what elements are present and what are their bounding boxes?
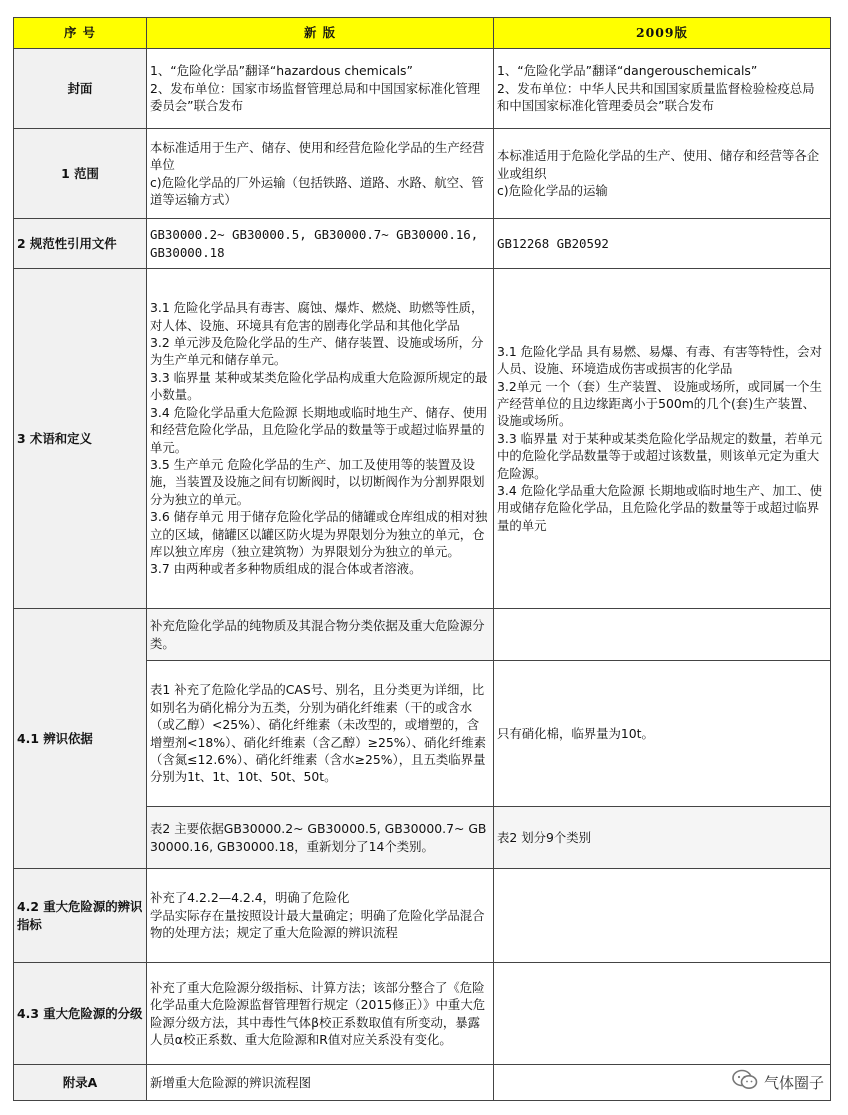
new-version-cell: 新增重大危险源的辨识流程图 bbox=[147, 1065, 494, 1101]
new-version-cell: 3.1 危险化学品具有毒害、腐蚀、爆炸、燃烧、助燃等性质，对人体、设施、环境具有危害的剧毒化学品和其他化学品 3.2 单元涉及危险化学品的生产、储存装置、设施或场所，分为生产单元和储存单元。 3.3 临界量 某种或某类危险化学品构成重大危险源所规定的最小数量。 3.4 危险化学品重大危险源 长期地或临时地生产、储存、使用和经营危险化学品，且危险化学品的数量等于或超过临界量的单元。 3.5 生产单元 危险化学品的生产、加工及使用等的装置及设施，当装置及设施之间有切断阀时，以切断阀作为分割界限划分为独立的单元。 3.6 储存单元 用于储存危险化学品的储罐或仓库组成的相对独立的区域，储罐区以罐区防火堤为界限划分为独立的单元，仓库以独立库房（独立建筑物）为界限划分为独立的单元。 3.7 由两种或者多种物质组成的混合体或者溶液。 bbox=[147, 269, 494, 609]
wechat-account-badge bbox=[728, 1067, 828, 1097]
row-label: 4.3 重大危险源的分级 bbox=[14, 963, 147, 1065]
new-version-cell: 补充了4.2.2—4.2.4，明确了危险化 学品实际存在量按照设计最大量确定；明确了危险化学品混合物的处理方法；规定了重大危险源的辨识流程 bbox=[147, 869, 494, 963]
row-label: 4.1 辨识依据 bbox=[14, 609, 147, 869]
row-identification-basis-1 bbox=[14, 609, 831, 661]
new-version-cell: GB30000.2~ GB30000.5, GB30000.7~ GB30000.16, GB30000.18 bbox=[147, 219, 494, 269]
row-label: 附录A bbox=[14, 1065, 147, 1101]
wechat-icon bbox=[732, 1069, 758, 1095]
header-2009-version: 2009版 bbox=[494, 18, 831, 49]
old-version-cell bbox=[494, 963, 831, 1065]
header-new-version: 新 版 bbox=[147, 18, 494, 49]
row-terms-definitions bbox=[14, 269, 831, 609]
wechat-account-name: 气体圈子 bbox=[763, 1073, 824, 1092]
old-version-cell bbox=[494, 869, 831, 963]
row-label: 1 范围 bbox=[14, 129, 147, 219]
header-serial: 序 号 bbox=[14, 18, 147, 49]
row-appendix-a bbox=[14, 1065, 831, 1101]
row-label: 2 规范性引用文件 bbox=[14, 219, 147, 269]
new-version-cell: 1、“危险化学品”翻译“hazardous chemicals” 2、发布单位：国家市场监督管理总局和中国国家标准化管理委员会”联合发布 bbox=[147, 49, 494, 129]
row-normative-references bbox=[14, 219, 831, 269]
new-version-cell: 本标准适用于生产、储存、使用和经营危险化学品的生产经营单位 c)危险化学品的厂外运输（包括铁路、道路、水路、航空、管道等运输方式） bbox=[147, 129, 494, 219]
old-version-cell: 3.1 危险化学品 具有易燃、易爆、有毒、有害等特性，会对人员、设施、环境造成伤害或损害的化学品 3.2单元 一个（套）生产装置、 设施或场所，或同属一个生产经营单位的且边缘距离小于500m的几个(套)生产装置、设施或场所。 3.3 临界量 对于某种或某类危险化学品规定的数量，若单元中的危险化学品数量等于或超过该数量，则该单元定为重大危险源。 3.4 危险化学品重大危险源 长期地或临时地生产、加工、使用或储存危险化学品，且危险化学品的数量等于或超过临界量的单元 bbox=[494, 269, 831, 609]
new-version-cell: 表2 主要依据GB30000.2~ GB30000.5, GB30000.7~ GB30000.16, GB30000.18，重新划分了14个类别。 bbox=[147, 807, 494, 869]
old-version-cell: GB12268 GB20592 bbox=[494, 219, 831, 269]
header-row bbox=[14, 18, 831, 49]
row-identification-indicators bbox=[14, 869, 831, 963]
row-label: 3 术语和定义 bbox=[14, 269, 147, 609]
old-version-cell: 表2 划分9个类别 bbox=[494, 807, 831, 869]
row-label: 4.2 重大危险源的辨识指标 bbox=[14, 869, 147, 963]
old-version-cell: 1、“危险化学品”翻译“dangerouschemicals” 2、发布单位：中华人民共和国国家质量监督检验检疫总局和中国国家标准化管理委员会”联合发布 bbox=[494, 49, 831, 129]
old-version-cell: 本标准适用于危险化学品的生产、使用、储存和经营等各企业或组织 c)危险化学品的运输 bbox=[494, 129, 831, 219]
old-version-cell: 只有硝化棉，临界量为10t。 bbox=[494, 661, 831, 807]
row-classification bbox=[14, 963, 831, 1065]
row-label: 封面 bbox=[14, 49, 147, 129]
old-version-cell bbox=[494, 609, 831, 661]
new-version-cell: 表1 补充了危险化学品的CAS号、别名，且分类更为详细，比如别名为硝化棉分为五类，分别为硝化纤维素（干的或含水（或乙醇）<25%）、硝化纤维素（未改型的，或增塑的，含增塑剂<18%）、硝化纤维素（含乙醇）≥25%）、硝化纤维素（含氮≤12.6%）、硝化纤维素（含水≥25%），且五类临界量分别为1t、1t、10t、50t、50t。 bbox=[147, 661, 494, 807]
row-scope bbox=[14, 129, 831, 219]
row-cover bbox=[14, 49, 831, 129]
new-version-cell: 补充了重大危险源分级指标、计算方法；该部分整合了《危险化学品重大危险源监督管理暂行规定（2015修正）》中重大危险源分级方法，其中毒性气体β校正系数取值有所变动，暴露人员α校正系数、重大危险源和R值对应关系没有变化。 bbox=[147, 963, 494, 1065]
comparison-table bbox=[13, 17, 831, 1101]
new-version-cell: 补充危险化学品的纯物质及其混合物分类依据及重大危险源分类。 bbox=[147, 609, 494, 661]
